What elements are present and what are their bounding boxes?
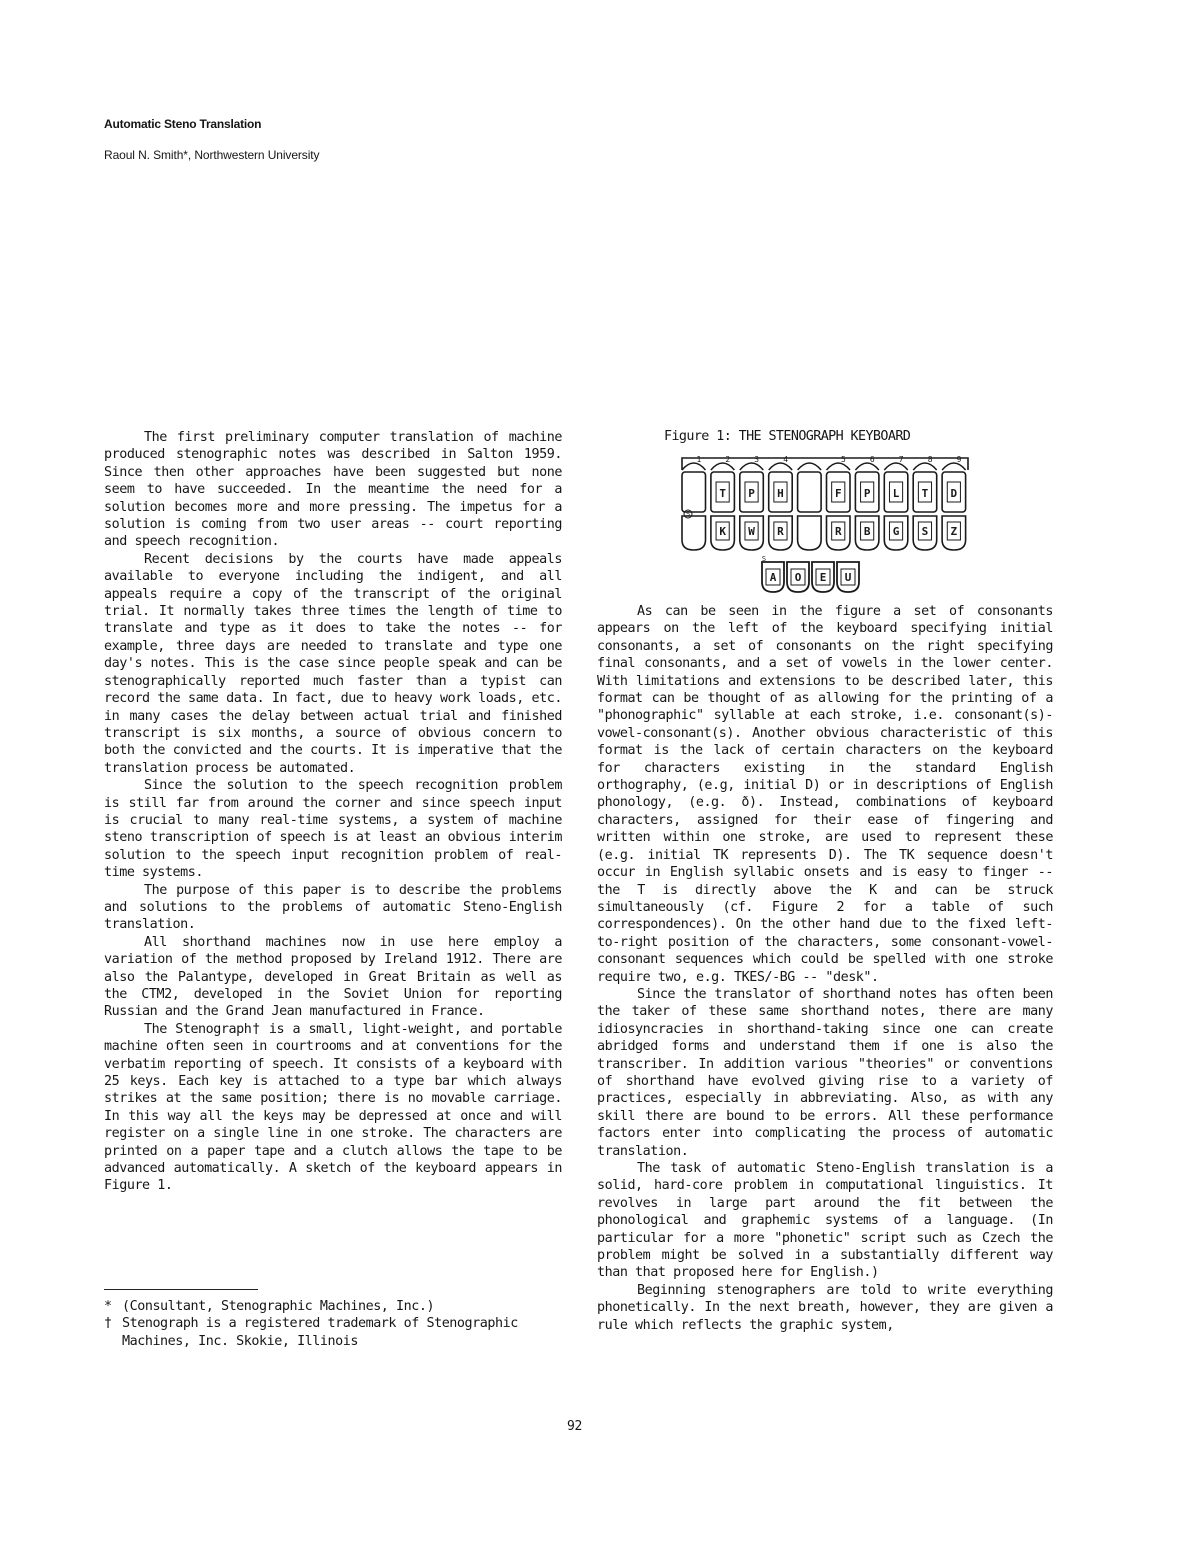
bottom-key-letter: K <box>719 525 726 538</box>
number-bar-digit: 2 <box>725 455 731 464</box>
small-key-label: S <box>761 555 767 563</box>
bottom-key-letter: W <box>748 525 755 538</box>
right-column <box>597 603 1053 1334</box>
footnote-text: Stenograph is a registered trademark of Stenographic Machines, Inc. Skokie, Illinois <box>122 1316 518 1349</box>
top-key-letter: L <box>892 486 900 500</box>
top-key-letter: F <box>834 486 842 500</box>
number-bar-digit: 9 <box>956 455 962 464</box>
key-cap-arc <box>913 463 937 470</box>
top-key-letter: T <box>719 486 726 500</box>
number-bar-digit: 3 <box>754 455 760 464</box>
bottom-key-letter: R <box>834 525 842 538</box>
vowel-key-letter: E <box>819 571 827 584</box>
keyboard-bottom-row <box>682 510 966 550</box>
paragraph: The purpose of this paper is to describe the problems and solutions to the problems of automatic Steno-English translation. <box>104 882 562 933</box>
paragraph: The task of automatic Steno-English translation is a solid, hard-core problem in computational linguistics. It revolves in large part around the fit between the phonological and graphemic systems of a language. (In particular for a more "phonetic" script such as Czech the problem might be solved in a substantially different way than that proposed here for English.) <box>597 1161 1053 1281</box>
key-cap-arc <box>798 463 822 470</box>
key-cap-arc <box>855 463 879 470</box>
paragraph: As can be seen in the figure a set of consonants appears on the left of the keyboard specifying initial consonants, a set of consonants on the right specifying final consonants, and a set of vowels in the lower center. With limitations and extensions to be described later, this format can be thought of as allowing for the printing of a "phonographic" syllable at each stroke, i.e. consonant(s)-vowel-consonant(s). Another obvious characteristic of this format is the lack of certain characters on the keyboard for characters existing in the standard English orthography, (e.g, initial D) or in descriptions of English phonology, (e.g. ð). Instead, combinations of keyboard characters, assigned for their ease of fingering and written within one stroke, are used to represent these (e.g. initial TK represents D). The TK sequence doesn't occur in English syllabic onsets and is easy to finger -- the T is directly above the K and can be struck simultaneously (cf. Figure 2 for a table of such correspondences). On the other hand due to the fixed left-to-right position of the characters, some consonant-vowel-consonant sequences which could be spelled with one stroke require two, e.g. TKES/-BG -- "desk". <box>597 604 1053 985</box>
top-key-letter: H <box>777 486 784 500</box>
paragraph: All shorthand machines now in use here employ a variation of the method proposed by Ireland 1912. There are also the Palantype, developed in Great Britain as well as the CTM2, developed in the Soviet Union for reporting Russian and the Grand Jean manufactured in France. <box>104 934 562 1020</box>
top-key-letter: P <box>748 486 755 500</box>
paragraph: Beginning stenographers are told to write everything phonetically. In the next breath, however, they are given a rule which reflects the graphic system, <box>597 1282 1053 1333</box>
number-bar-digit: 1 <box>696 455 702 464</box>
bottom-key-letter: B <box>863 525 871 538</box>
page-number: 92 <box>567 1419 583 1434</box>
stenograph-keyboard-figure <box>680 450 970 598</box>
paper-title: Automatic Steno Translation <box>104 117 262 131</box>
paragraph: The Stenograph† is a small, light-weight, and portable machine often seen in courtrooms and at conventions for the verbatim reporting of speech. It consists of a keyboard with 25 keys. Each key is attached to a type bar which always strikes at the same position; there is no movable carriage. In this way all the keys may be depressed at once and will register on a single line in one stroke. The characters are printed on a paper tape and a clutch allows the tape to be advanced automatically. A sketch of the keyboard appears in Figure 1. <box>104 1021 562 1194</box>
key-cap-arc <box>884 463 908 470</box>
top-key-letter: P <box>863 486 871 500</box>
bottom-key-outline <box>682 516 706 550</box>
key-cap-arc <box>740 463 764 470</box>
paragraph: Since the translator of shorthand notes has often been the taker of these same shorthand notes, there are many idiosyncracies in shorthand-taking since one can create abridged forms and understand them if one is also the transcriber. In addition various "theories" or conventions of shorthand have evolved giving rise to a variety of practices, especially in abbreviating. Also, as with any skill there are bound to be errors. All these performance factors enter into complicating the process of automatic translation. <box>597 986 1053 1159</box>
vowel-key-letter: U <box>844 571 852 584</box>
author-line: Raoul N. Smith*, Northwestern University <box>104 148 320 162</box>
keyboard-number-bar <box>682 455 968 470</box>
vowel-key-letter: O <box>794 571 802 584</box>
footnote-text: (Consultant, Stenographic Machines, Inc.) <box>122 1299 435 1314</box>
footnote-mark: * <box>104 1299 112 1314</box>
number-bar-digit: 8 <box>927 455 933 464</box>
small-key-label: S <box>685 510 691 518</box>
footnotes <box>104 1298 574 1350</box>
number-bar-digit: 4 <box>783 455 789 464</box>
footnote-mark: † <box>104 1316 112 1332</box>
paragraph: Since the solution to the speech recognition problem is still far from around the corner and since speech input is crucial to many real-time systems, a system of machine steno transcription of speech is at least an obvious interim solution to the speech input recognition problem of real-time systems. <box>104 778 562 881</box>
bottom-key-letter: G <box>892 525 900 538</box>
bottom-key-letter: R <box>777 525 784 538</box>
figure-caption: Figure 1: THE STENOGRAPH KEYBOARD <box>664 429 911 444</box>
key-cap-arc <box>769 463 793 470</box>
key-cap-arc <box>711 463 735 470</box>
key-cap-arc <box>942 463 966 470</box>
paragraph: The first preliminary computer translation of machine produced stenographic notes was described in Salton 1959. Since then other approaches have been suggested but none seem to have succeeded. In the meantime the need for a solution becomes more and more pressing. The impetus for a solution is coming from two user areas -- court reporting and speech recognition. <box>104 430 562 550</box>
top-key-letter: T <box>921 486 929 500</box>
footnote <box>104 1298 574 1315</box>
footnote <box>104 1315 574 1350</box>
top-key-outline <box>798 472 822 512</box>
key-cap-arc <box>682 463 706 470</box>
bottom-key-outline <box>798 516 822 550</box>
paragraph: Recent decisions by the courts have made appeals available to everyone including the indigent, and all appeals require a copy of the transcript of the original trial. It normally takes three times the length of time to translate and type as it does to take the notes -- for example, three days are needed to translate and type one day's notes. This is the case since people speak and can be stenographically reported much faster than a typist can record the same data. In fact, due to heavy work loads, etc. in many cases the delay between actual trial and finished transcript is six months, a source of obvious concern to both the convicted and the courts. It is imperative that the translation process be automated. <box>104 551 562 776</box>
vowel-key-letter: A <box>769 571 777 584</box>
bottom-key-letter: S <box>921 525 929 538</box>
left-column <box>104 429 562 1195</box>
keyboard-top-row <box>682 472 966 512</box>
number-bar-digit: 7 <box>898 455 904 464</box>
top-key-outline <box>682 472 706 512</box>
number-bar-digit: 5 <box>841 455 846 464</box>
keyboard-vowel-row <box>762 555 859 592</box>
top-key-letter: D <box>950 486 958 500</box>
number-bar-digit: 6 <box>869 455 875 464</box>
footnote-divider <box>104 1289 258 1290</box>
bottom-key-letter: Z <box>950 525 958 538</box>
key-cap-arc <box>827 463 851 470</box>
